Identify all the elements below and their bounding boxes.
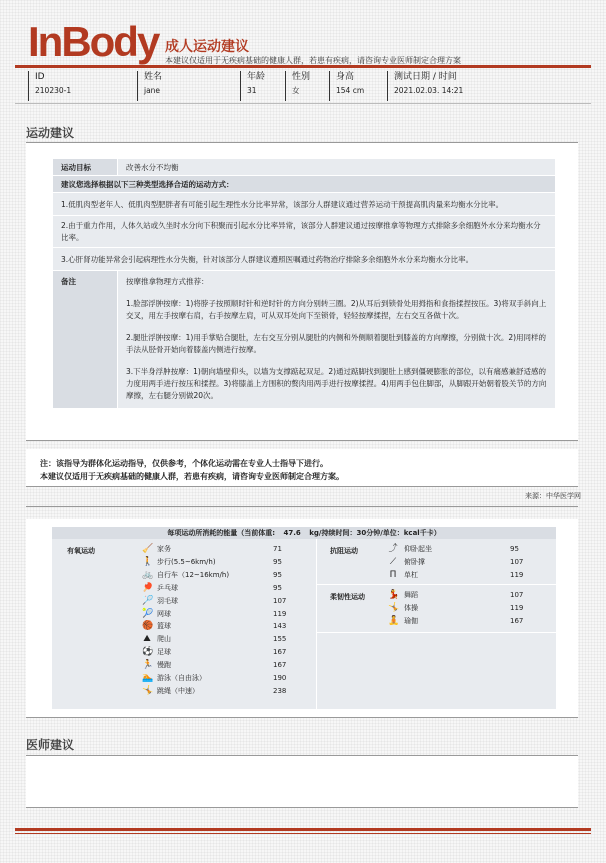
table-tennis-icon: 🏓 (142, 582, 154, 593)
name-cell (137, 71, 237, 101)
yoga-icon: 🧘 (388, 615, 400, 626)
broom-icon: 🧹 (142, 544, 154, 554)
aerobic-exercise-name: 爬山 (157, 635, 171, 644)
resistance-exercise-name: 单杠 (404, 570, 418, 579)
aerobic-exercise-name: 网球 (157, 609, 171, 618)
choose-instruction: 建议您选择根据以下三种类型选择合适的运动方式： (53, 176, 556, 193)
energy-table-header (52, 527, 556, 539)
aerobic-exercise-name: 步行(5.5~6km/h) (157, 557, 216, 566)
age-value: 31 (247, 86, 257, 95)
advice-item-3: 3.心肝肾功能异常会引起病理性水分失衡，针对该部分人群建议遵照医嘱通过药物治疗排除多余细胞外水分来均衡水分比率。 (53, 248, 556, 271)
sex-cell (285, 71, 327, 101)
aerobic-exercise-kcal: 238 (273, 686, 287, 695)
inbody-logo: InBody (28, 18, 159, 65)
exercise-advice-table (52, 158, 556, 409)
report-subtitle: 本建议仅适用于无疾病基础的健康人群，若患有疾病，请咨询专业医师制定合理方案 (165, 56, 461, 65)
aerobic-exercise-kcal: 71 (273, 545, 282, 553)
aerobic-exercise-kcal: 119 (273, 609, 287, 618)
remark-lower-body: 3.下半身浮肿按摩：1)朝向墙壁仰头，以墙为支撑踮起双足。2)通过踮脚找到腿肚上感到僵硬膨胀的部位，以有痛感兼舒适感的力度用两手进行按压和揉捏。3)将膝盖上方围积的赘肉用两手进行按摩揉捏。4)用两手包住脚部，从脚跟开始朝着股关节的方向摩擦，左右腿分别做20次。 (126, 367, 547, 400)
note-guidance: 注：该指导为群体化运动指导，仅供参考，个体化运动需在专业人士指导下进行。 (40, 459, 328, 468)
aerobic-exercise-name: 足球 (157, 648, 171, 657)
aerobic-label: 有氧运动 (67, 547, 95, 555)
resistance-label: 抗阻运动 (330, 547, 358, 555)
footer-thin-rule (15, 833, 591, 834)
info-rule (15, 103, 591, 104)
energy-rule (26, 717, 578, 718)
source-text: 来源：中华医学网 (525, 492, 581, 500)
badminton-icon: 🏸 (142, 595, 154, 606)
header-rule (15, 65, 591, 68)
remark-calf: 2.腿肚浮肿按摩：1)用手掌贴合腿肚，左右交互分别从腿肚的内侧和外侧顺着腿肚到膝盖的方向摩擦，分别做十次。2)用同样的手法从胫骨开始向着膝盖内侧进行按摩。 (126, 333, 547, 354)
aerobic-exercise-name: 篮球 (157, 622, 171, 631)
aerobic-exercise-name: 羽毛球 (157, 596, 178, 605)
age-cell (240, 71, 285, 101)
aerobic-exercise-name: 乒乓球 (157, 583, 178, 592)
date-value: 2021.02.03. 14:21 (394, 86, 464, 95)
flex-exercise-kcal: 107 (510, 591, 524, 599)
energy-row-divider-2 (317, 632, 556, 633)
aerobic-exercise-kcal: 167 (273, 648, 287, 657)
flex-exercise-name: 舞蹈 (404, 591, 418, 599)
basketball-icon: 🏀 (142, 621, 154, 632)
aerobic-exercise-name: 自行车（12~16km/h) (157, 570, 230, 579)
doctor-section-title: 医师建议 (26, 738, 75, 752)
resistance-exercise-name: 俯卧撑 (404, 557, 425, 566)
remark-face: 1.脸部浮肿按摩：1)将脖子按照顺时针和逆时针的方向分别转三圈。2)从耳后到锁骨处用拇指和食指揉捏按压。3)将双手斜向上交叉，用左手按摩右肩，右手按摩左肩，可从双耳处向下至锁骨，轻轻按摩揉捏，左右交互各做十次。 (126, 299, 547, 320)
height-cell (329, 71, 384, 101)
aerobic-exercise-kcal: 95 (273, 557, 282, 566)
resistance-exercise-kcal: 95 (510, 545, 519, 553)
doctor-advice-box[interactable] (26, 756, 578, 807)
name-value: jane (144, 86, 161, 95)
patient-info-bar (28, 71, 578, 101)
footer-rule (15, 828, 591, 831)
aerobic-exercise-name: 慢跑 (157, 661, 171, 670)
resistance-exercise-name: 仰卧起坐 (404, 545, 432, 553)
jump-rope-icon: 🤸 (142, 685, 154, 696)
sex-label: 性别 (292, 72, 311, 82)
energy-row-divider (317, 584, 556, 585)
aerobic-exercise-kcal: 95 (273, 583, 282, 592)
id-label: ID (35, 72, 45, 82)
energy-column-divider (316, 539, 317, 709)
tennis-icon: 🎾 (142, 608, 154, 619)
aerobic-exercise-name: 家务 (157, 545, 171, 553)
aerobic-exercise-kcal: 190 (273, 674, 287, 682)
flex-exercise-kcal: 167 (510, 616, 524, 625)
flexibility-label: 柔韧性运动 (330, 593, 365, 601)
remark-label: 备注 (53, 271, 118, 409)
soccer-icon: ⚽ (142, 647, 154, 658)
source-rule (26, 506, 578, 507)
report-title: 成人运动建议 (165, 39, 249, 55)
dance-icon: 💃 (388, 590, 400, 600)
doctor-box-rule (26, 807, 578, 808)
aerobic-exercise-kcal: 143 (273, 622, 287, 631)
flex-exercise-name: 瑜伽 (404, 616, 418, 625)
energy-header-prefix: 每项运动所消耗的能量（当前体重: (167, 529, 276, 537)
aerobic-exercise-name: 跳绳（中速） (157, 686, 199, 695)
age-label: 年龄 (247, 72, 266, 82)
flex-exercise-name: 体操 (404, 603, 418, 612)
energy-weight: 47.6 (283, 529, 301, 537)
swimming-icon: 🏊 (142, 673, 154, 683)
goal-value: 改善水分不均衡 (118, 159, 556, 176)
flex-exercise-kcal: 119 (510, 603, 524, 612)
remark-content (118, 271, 556, 409)
height-value: 154 cm (336, 86, 365, 95)
advice-item-2: 2.由于重力作用，人体久站或久坐时水分向下积聚而引起水分比率异常，该部分人群建议通过按摩推拿等物理方式排除多余细胞外水分来均衡水分比率。 (53, 216, 556, 248)
push-up-icon: ⟋ (389, 556, 397, 567)
height-label: 身高 (336, 72, 355, 82)
goal-label: 运动目标 (53, 159, 118, 176)
id-value: 210230-1 (35, 86, 72, 95)
sex-value: 女 (292, 86, 300, 95)
remark-intro: 按摩推拿物理方式推荐： (126, 277, 209, 286)
aerobic-exercise-kcal: 107 (273, 596, 287, 605)
jogging-icon: 🏃 (142, 660, 154, 671)
bicycle-icon: 🚲 (142, 569, 154, 580)
aerobic-exercise-kcal: 155 (273, 635, 287, 644)
name-label: 姓名 (144, 72, 163, 82)
aerobic-exercise-kcal: 95 (273, 570, 282, 579)
note-disclaimer: 本建议仅适用于无疾病基础的健康人群，若患有疾病，请咨询专业医师制定合理方案。 (40, 472, 344, 481)
energy-header-suffix: kg/持续时间：30分钟/单位：kcal千卡） (309, 529, 441, 537)
advice-item-1: 1.低肌肉型老年人、低肌肉型肥胖者有可能引起生理性水分比率异常，该部分人群建议通过营养运动干预提高肌肉量来均衡水分比率。 (53, 193, 556, 216)
resistance-exercise-kcal: 119 (510, 570, 524, 579)
hiking-icon: ⛰ (143, 634, 151, 645)
date-label: 测试日期 / 时间 (394, 72, 457, 82)
notes-rule (26, 486, 578, 487)
walking-icon: 🚶 (142, 556, 154, 567)
gymnastics-icon: 🤸 (388, 602, 400, 613)
energy-table-body (52, 539, 556, 709)
sit-up-icon: ⤴ (388, 544, 398, 554)
id-cell (28, 71, 128, 101)
pull-up-bar-icon: Π (389, 569, 397, 580)
aerobic-exercise-kcal: 167 (273, 661, 287, 670)
aerobic-exercise-name: 游泳（自由泳） (157, 674, 206, 682)
exercise-panel-bottom-rule (26, 440, 578, 441)
exercise-section-title: 运动建议 (26, 126, 75, 140)
resistance-exercise-kcal: 107 (510, 557, 524, 566)
date-cell (387, 71, 507, 101)
